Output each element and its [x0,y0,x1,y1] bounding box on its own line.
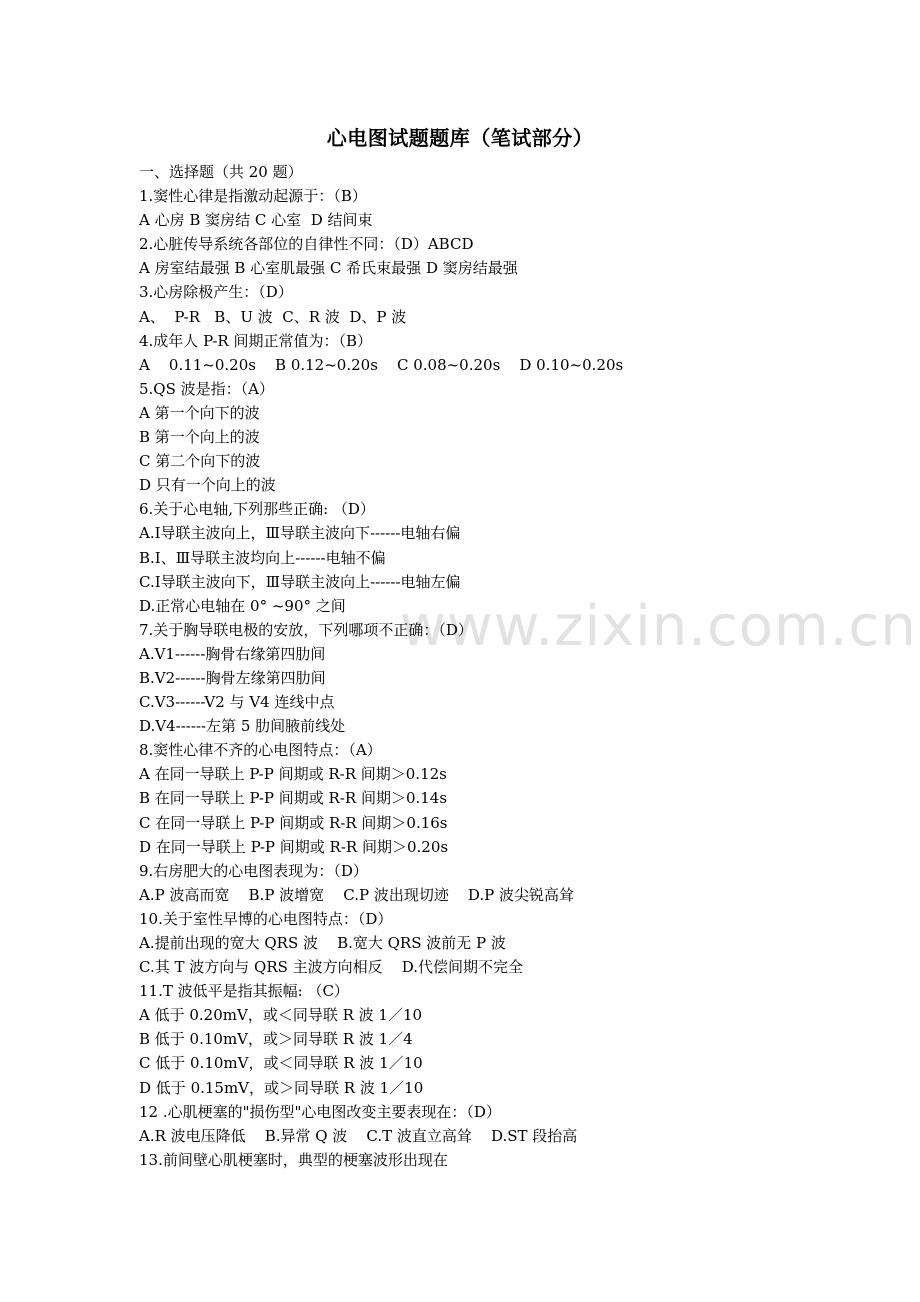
text-line: D 在同一导联上 P-P 间期或 R-R 间期＞0.20s [139,837,449,856]
document-title: 心电图试题题库（笔试部分） [326,126,594,150]
text-line: A 在同一导联上 P-P 间期或 R-R 间期＞0.12s [139,765,447,784]
text-line: 6.关于心电轴,下列那些正确: （D） [139,500,375,519]
text-line: D 只有一个向上的波 [139,476,276,495]
text-line: 2.心脏传导系统各部位的自律性不同：（D）ABCD [139,235,474,254]
text-line: C 第二个向下的波 [139,452,261,471]
text-line: 1.窦性心律是指激动起源于：（B） [139,187,367,206]
text-line: 8.窦性心律不齐的心电图特点：（A） [139,741,382,760]
text-line: A 心房 B 窦房结 C 心室 D 结间束 [139,211,373,230]
text-line: 12 .心肌梗塞的"损伤型"心电图改变主要表现在：（D） [139,1102,501,1121]
text-line: 13.前间壁心肌梗塞时，典型的梗塞波形出现在 [139,1150,448,1169]
text-line: A 低于 0.20mV，或＜同导联 R 波 1／10 [139,1006,423,1025]
text-line: B.V2------胸骨左缘第四肋间 [139,668,326,687]
text-line: A.提前出现的宽大 QRS 波 B.宽大 QRS 波前无 P 波 [139,934,506,952]
text-line: A、 P-R B、U 波 C、R 波 D、P 波 [139,307,407,326]
text-line: A.V1------胸骨右缘第四肋间 [139,644,326,663]
text-line: A.Ⅰ导联主波向上，Ⅲ导联主波向下------电轴右偏 [139,524,461,543]
text-line: 9.右房肥大的心电图表现为：（D） [139,861,368,880]
text-line: C 在同一导联上 P-P 间期或 R-R 间期＞0.16s [139,813,448,832]
text-line: 11.T 波低平是指其振幅: （C） [139,982,349,1001]
text-line: A 0.11~0.20s B 0.12~0.20s C 0.08~0.20s D 0.10~0.20s [139,355,624,374]
watermark: www.zixin.com.cn [400,594,917,659]
text-line: D.V4------左第 5 肋间腋前线处 [139,717,346,736]
document-body [139,160,839,1172]
text-line: C 低于 0.10mV，或＜同导联 R 波 1／10 [139,1054,423,1073]
text-line: A.P 波高而宽 B.P 波增宽 C.P 波出现切迹 D.P 波尖锐高耸 [139,885,575,904]
text-line: A.R 波电压降低 B.异常 Q 波 C.T 波直立高耸 D.ST 段抬高 [139,1126,578,1145]
text-line: 3.心房除极产生：（D） [139,283,293,302]
text-line: B.Ⅰ、Ⅲ导联主波均向上------电轴不偏 [139,548,386,567]
text-line: D.正常心电轴在 0° ~90° 之间 [139,596,346,615]
text-line: C.V3------V2 与 V4 连线中点 [139,693,335,712]
text-line: B 在同一导联上 P-P 间期或 R-R 间期＞0.14s [139,789,448,808]
text-line: 7.关于胸导联电极的安放，下列哪项不正确：（D） [139,620,473,639]
text-line: B 低于 0.10mV，或＞同导联 R 波 1／4 [139,1030,413,1049]
text-line: C.其 T 波方向与 QRS 主波方向相反 D.代偿间期不完全 [139,958,523,977]
text-line: 10.关于室性早博的心电图特点：（D） [139,909,393,928]
text-line: A 第一个向下的波 [139,403,260,422]
text-line: 5.QS 波是指：（A） [139,379,274,398]
text-line: D 低于 0.15mV，或＞同导联 R 波 1／10 [139,1078,424,1097]
text-line: B 第一个向上的波 [139,428,260,447]
text-line: A 房室结最强 B 心室肌最强 C 希氏束最强 D 窦房结最强 [139,259,518,278]
text-line: C.Ⅰ导联主波向下，Ⅲ导联主波向上------电轴左偏 [139,572,461,591]
text-line: 一、选择题（共 20 题） [139,163,303,181]
text-line: 4.成年人 P-R 间期正常值为：（B） [139,331,373,350]
